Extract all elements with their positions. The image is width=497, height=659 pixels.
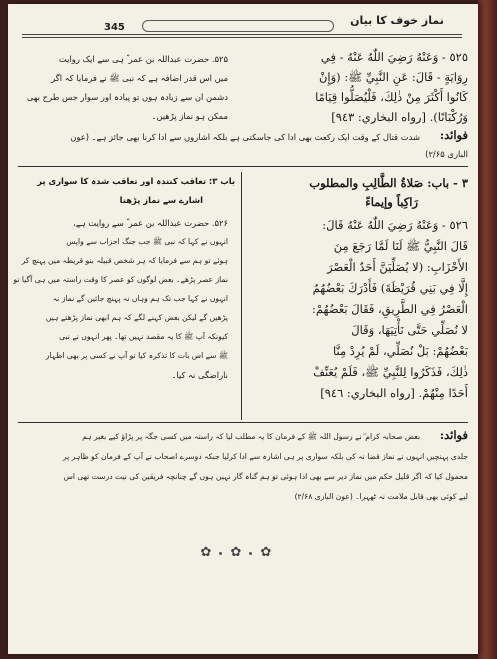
page-title: نماز خوف کا بیان: [350, 14, 444, 27]
chapter-3-arabic-title: رَاكِباً وإيماءً: [365, 195, 418, 209]
hadith-525-arabic-line: كَانُوا أَكْثَرَ مِنْ ذٰلِكَ، فَلْيُصَلُّوا قِيَامًا: [315, 90, 468, 104]
book-spine: [478, 0, 497, 659]
section-divider: [18, 166, 468, 167]
hadith-526-arabic-line: الْعَصْرُ فِي الطَّرِيقِ، فَقَالَ بَعْضُهُمْ:: [312, 302, 468, 316]
fawaid-2-line: لیے کوئی بھی قابل ملامت نہ ٹھہرا۔ (عون الباری ۲/۶۸): [294, 492, 468, 501]
dot-icon: [219, 552, 222, 555]
hadith-526-arabic-line: إِلَّا فِي بَنِي قُرَيْظَةَ) فَأَدْرَكَ بَعْضُهُمُ: [312, 281, 468, 295]
hadith-526-arabic-line: ذٰلِكَ، فَذَكَرُوا لِلنَّبِيِّ ﷺ، فَلَمْ يُعَنِّفْ: [313, 365, 468, 379]
hadith-526-arabic-line: قَالَ النَّبِيُّ ﷺ لَنَا لَمَّا رَجَعَ مِنَ: [333, 239, 468, 253]
chapter-3-urdu-title: باب ۳: تعاقب کنندہ اور تعاقب شدہ کا سواری پر: [37, 176, 235, 186]
fawaid-2-line: محمول کیا کہ اگر قلیل حکم میں نماز دیر سے بھی ادا ہوئی تو ہم گناہ گار نہیں ہوں گے چنانچہ فریقین کی نیت درست تھی اس: [63, 472, 468, 481]
page-header: [22, 12, 462, 38]
hadith-526-urdu-line: ﷺ سے اس بات کا تذکرہ کیا تو آپ نے کسی پر بھی اظہار: [45, 351, 228, 360]
hadith-526-urdu-line: انہوں نے کہا جب تک ہم وہاں نہ پہنچ جائیں گے نماز نہ: [52, 294, 228, 303]
hadith-526-arabic-line: أَحَدًا مِنْهُمْ. [رواه البخاري: ٩٤٦]: [320, 386, 468, 400]
hadith-525-arabic-line: وَرُكْبَانًا). [رواه البخاري: ٩٤٣]: [331, 110, 468, 124]
hadith-526-arabic-line: الأَحْزَابِ: (لا يُصَلِّيَنَّ أَحَدٌ الْعَصْرَ: [327, 260, 468, 274]
header-rule: [22, 34, 462, 38]
hadith-526-arabic-line: بَعْضُهُمْ: بَلْ نُصَلِّي، لَمْ يُرِدْ مِنَّا: [333, 344, 468, 358]
fawaid-label: فوائد:: [439, 128, 468, 142]
column-divider: [241, 172, 242, 420]
hadith-526-arabic-line: ٥٢٦ - وَعَنْهُ رَضِيَ اللّٰهُ عَنْهُ قَالَ:: [322, 218, 468, 232]
hadith-525-arabic-line: ٥٢٥ - وَعَنْهُ رَضِيَ اللّٰهُ عَنْهُ - فِي: [320, 50, 468, 64]
hadith-526-urdu-line: نماز عصر پڑھے۔ بعض لوگوں کو عصر کا وقت راستہ میں ہی آگیا تو: [13, 275, 228, 284]
chapter-3-arabic-title: ٣ - باب: صَلاةُ الطَّالِبِ والمطلوب: [309, 176, 468, 190]
page-number: 345: [104, 22, 125, 33]
hadith-525-arabic-line: رِوَايَةٍ - قَالَ: عَنِ النَّبِيِّ ﷺ: (وَإِنْ: [318, 70, 468, 84]
hadith-525-urdu-line: دشمن ان سے زیادہ ہوں تو پیادہ اور سوار جس طرح بھی: [26, 92, 228, 102]
fawaid-2-line: جلدی پہنچیں انہوں نے نماز قضا نہ کی بلکہ سواری پر ہی اشارہ سے ادا کرلیا جبکہ دوسرے اصحاب نے آپ کے فرمان کو ظاہر پر: [62, 452, 468, 461]
hadith-526-urdu-line: انہوں نے کہا کہ نبی ﷺ جب جنگ احزاب سے واپس: [66, 237, 228, 246]
hadith-525-urdu-line: میں اس قدر اضافہ ہے کہ نبی ﷺ نے فرمایا کہ اگر: [51, 73, 228, 83]
hadith-526-urdu-line: ناراضگی نہ کیا۔: [171, 370, 228, 380]
hadith-526-urdu-line: ہوئے تو ہم سے فرمایا کہ ہر شخص قبیلہ بنو قریظہ میں پہنچ کر: [21, 256, 228, 265]
dot-icon: [249, 552, 252, 555]
hadith-526-urdu-line: ۵۲۶. حضرت عبداللہ بن عمر ؓ سے روایت ہے،: [73, 218, 228, 228]
flower-icon: ✿: [230, 545, 242, 560]
fawaid-2-line: بعض صحابہ کرام ؓ نے رسول اللہ ﷺ کے فرمان کا یہ مطلب لیا کہ راستہ میں کسی جگہ پر پڑاؤ کیے بغیر ہم: [82, 432, 420, 441]
header-ornament: [142, 20, 334, 32]
book-page: [8, 4, 478, 654]
hadith-525-urdu-line: ۵۲۵. حضرت عبداللہ بن عمر ؓ ہی سے ایک روایت: [58, 54, 228, 64]
section-divider: [18, 422, 468, 423]
fawaid-label: فوائد:: [439, 428, 468, 442]
fawaid-1-line: شدت قتال کے وقت ایک رکعت بھی ادا کی جاسکتی ہے بلکہ اشاروں سے ادا کرنا بھی جائز ہے۔ (عون: [70, 132, 420, 142]
hadith-526-arabic-line: لا نُصَلِّي حَتَّى نَأْتِيَهَا، وَقَالَ: [351, 323, 468, 337]
chapter-3-urdu-title: اشارے سے نماز پڑھنا: [119, 195, 203, 205]
flower-icon: ✿: [200, 545, 212, 560]
flower-icon: ✿: [260, 545, 272, 560]
hadith-526-urdu-line: کیونکہ آپ ﷺ کا یہ مقصد نہیں تھا۔ پھر انہوں نے نبی: [59, 332, 228, 341]
hadith-525-urdu-line: ممکن ہو نماز پڑھیں۔: [151, 111, 228, 121]
fawaid-1-line: الباری ۲/۶۵): [425, 149, 468, 159]
hadith-526-urdu-line: پڑھیں گے لیکن بعض کہنے لگے کہ ہم ابھی نماز پڑھتے ہیں: [45, 313, 228, 322]
